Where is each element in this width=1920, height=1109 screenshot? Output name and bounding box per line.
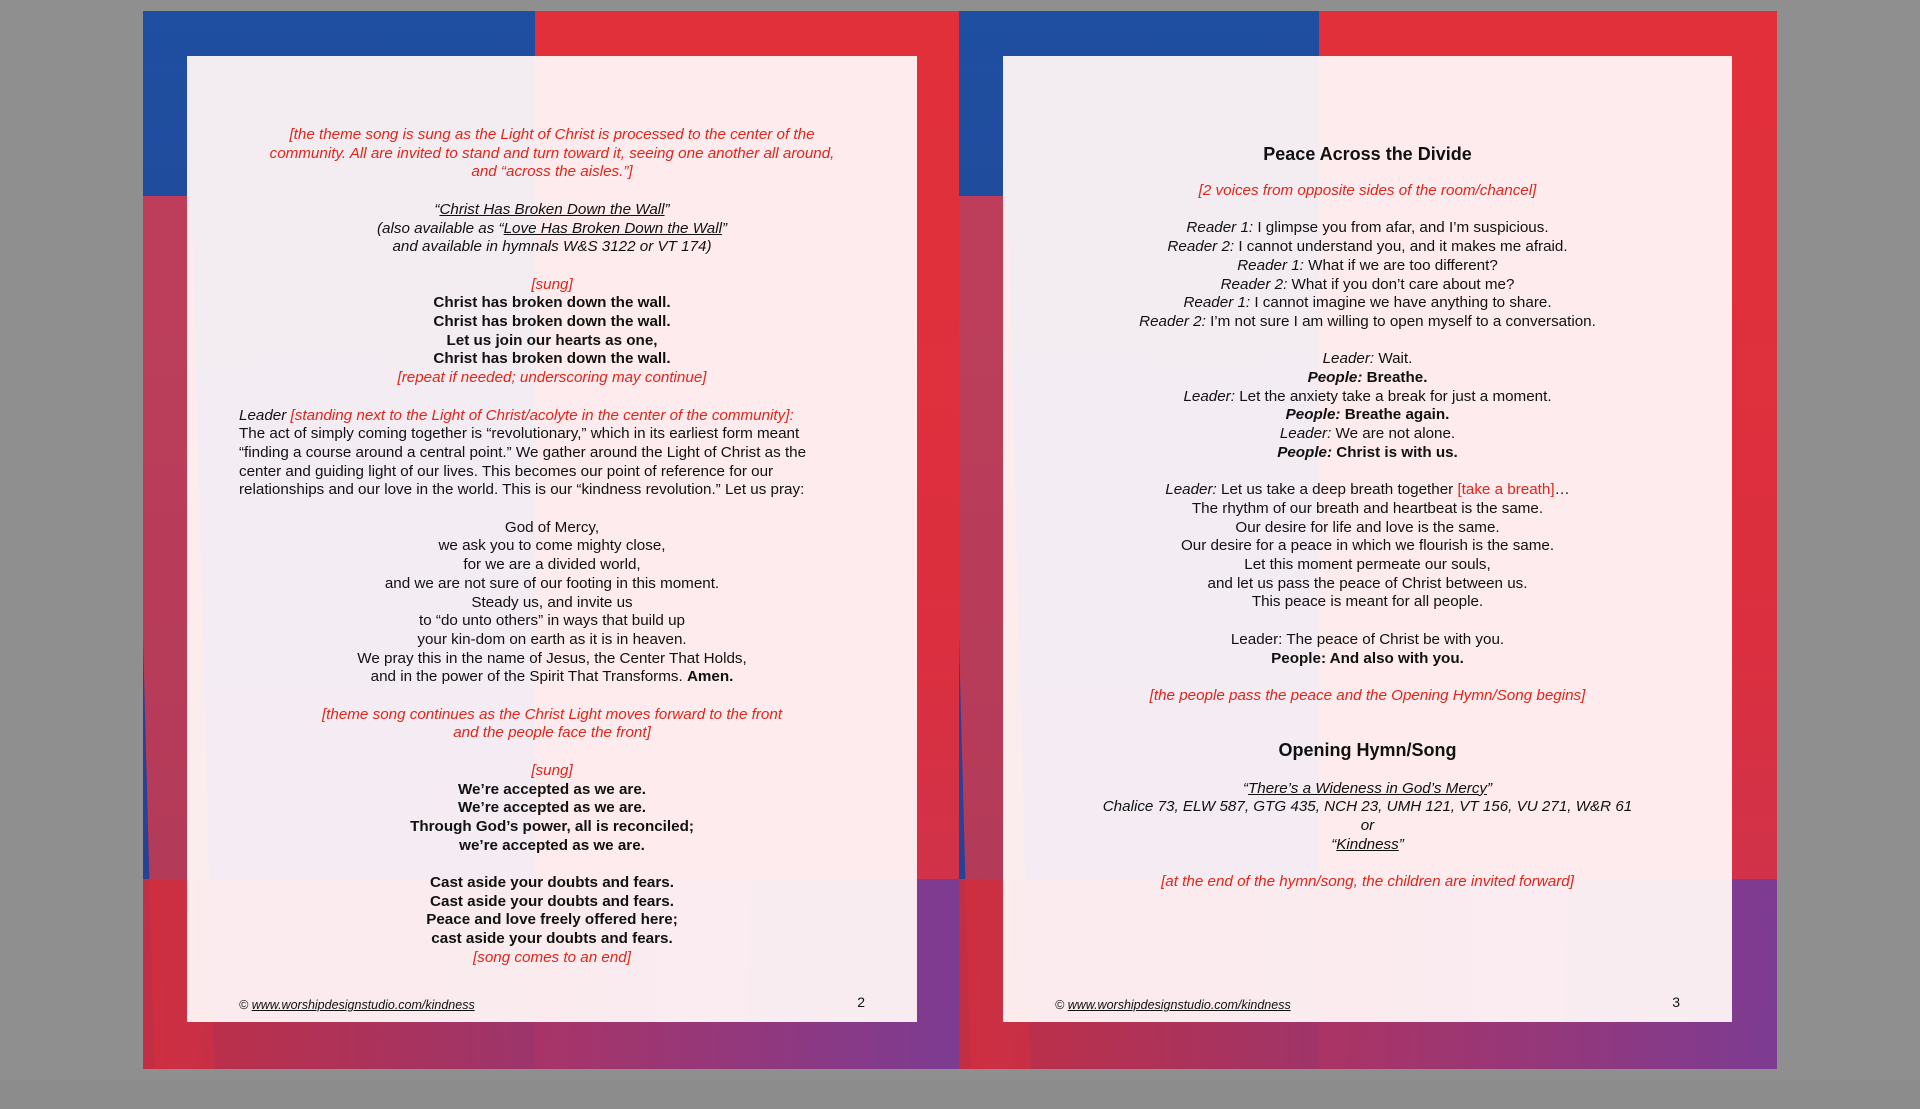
reader-line: Reader 2: I cannot understand you, and it makes me afraid. <box>1167 238 1568 256</box>
chorus: Christ has broken down the wall. Christ has broken down the wall. Let us join our hearts as one, Christ has broken down the wall. <box>433 294 671 368</box>
reader-line: Reader 2: What if you don’t care about me? <box>1220 275 1515 293</box>
hymnal-list: Chalice 73, ELW 587, GTG 435, NCH 23, UMH 121, VT 156, VU 271, W&R 61 <box>1102 798 1633 816</box>
voices-rubric: [2 voices from opposite sides of the room/chancel] <box>1198 182 1537 199</box>
deep-breath: Leader: Let us take a deep breath together [take a breath]… The rhythm of our breath and heartbeat is the same. Our desire for life and love is the same. Our desire for a peace in which we flourish is the same. Let this moment permeate our souls, and let us pass the peace of Christ between us. This peace is meant for all people. <box>1165 481 1570 611</box>
peace-people: People: And also with you. <box>1271 649 1464 667</box>
or-label: or <box>1360 817 1375 835</box>
sung-label-2: [sung] <box>531 761 573 779</box>
end-rubric: [song comes to an end] <box>473 948 631 966</box>
intro-rubric: [the theme song is sung as the Light of Christ is processed to the center of the community. All are invited to stand and turn toward it, seeing one another all around, and “across the aisles.”] <box>269 126 835 181</box>
page-3 <box>1003 56 1732 1022</box>
hymn-title: “There’s a Wideness in God’s Mercy” <box>1242 779 1493 797</box>
section-title-hymn: Opening Hymn/Song <box>1278 739 1457 760</box>
prayer: God of Mercy, we ask you to come mighty close, for we are a divided world, and we are not sure of our footing in this moment. Steady us, and invite us to “do unto others” in ways that build up your kin-dom on earth as it is in heaven. We pray this in the name of Jesus, the Center That Holds, and in the power of the Spirit That Transforms. Amen. <box>357 518 747 686</box>
alt-hymn-title: “Kindness” <box>1331 835 1404 853</box>
sung-label: [sung] <box>531 275 573 293</box>
footer-link[interactable]: © www.worshipdesignstudio.com/kindness <box>239 998 475 1012</box>
leader-paragraph: Leader [standing next to the Light of Christ/acolyte in the center of the community]: The act of simply coming together is “revolutionary,” which in its earliest form meant “finding a course around a central point.” We gather around the Light of Christ as the center and guiding light of our lives. This becomes our point of reference for our relationships and our love in the world. This is our “kindness revolution.” Let us pray: <box>239 406 807 499</box>
continue-rubric: [theme song continues as the Christ Light moves forward to the front and the people face the front] <box>321 705 783 742</box>
verse-2: We’re accepted as we are. We’re accepted as we are. Through God’s power, all is reconciled; we’re accepted as we are. <box>410 780 694 854</box>
peace-leader: Leader: The peace of Christ be with you. <box>1230 630 1505 648</box>
reader-line: Reader 2: I’m not sure I am willing to open myself to a conversation. <box>1139 312 1596 330</box>
song-title: “Christ Has Broken Down the Wall” <box>434 200 670 218</box>
children-rubric: [at the end of the hymn/song, the children are invited forward] <box>1161 873 1574 891</box>
alt-song-title: (also available as “Love Has Broken Down the Wall” <box>376 219 728 237</box>
hymnal-reference: and available in hymnals W&S 3122 or VT 174) <box>392 238 712 256</box>
page-number: 3 <box>1672 994 1680 1010</box>
reader-line: Reader 1: What if we are too different? <box>1237 256 1498 274</box>
reader-line: Reader 1: I glimpse you from afar, and I’m suspicious. <box>1186 219 1549 237</box>
reader-line: Reader 1: I cannot imagine we have anything to share. <box>1183 294 1552 312</box>
readers-dialogue <box>1003 219 1732 331</box>
section-title-peace: Peace Across the Divide <box>1263 144 1472 164</box>
breath-dialogue: Leader: Wait. People: Breathe. Leader: Let the anxiety take a break for just a moment. People: Breathe again. Leader: We are not alone. People: Christ is with us. <box>1183 350 1552 461</box>
repeat-rubric: [repeat if needed; underscoring may continue] <box>397 369 707 387</box>
verse-3: Cast aside your doubts and fears. Cast aside your doubts and fears. Peace and love freely offered here; cast aside your doubts and fears. <box>426 874 678 948</box>
pass-rubric: [the people pass the peace and the Opening Hymn/Song begins] <box>1149 686 1586 704</box>
page-number: 2 <box>857 994 865 1010</box>
page-2 <box>187 56 917 1022</box>
footer-link[interactable]: © www.worshipdesignstudio.com/kindness <box>1055 998 1291 1012</box>
